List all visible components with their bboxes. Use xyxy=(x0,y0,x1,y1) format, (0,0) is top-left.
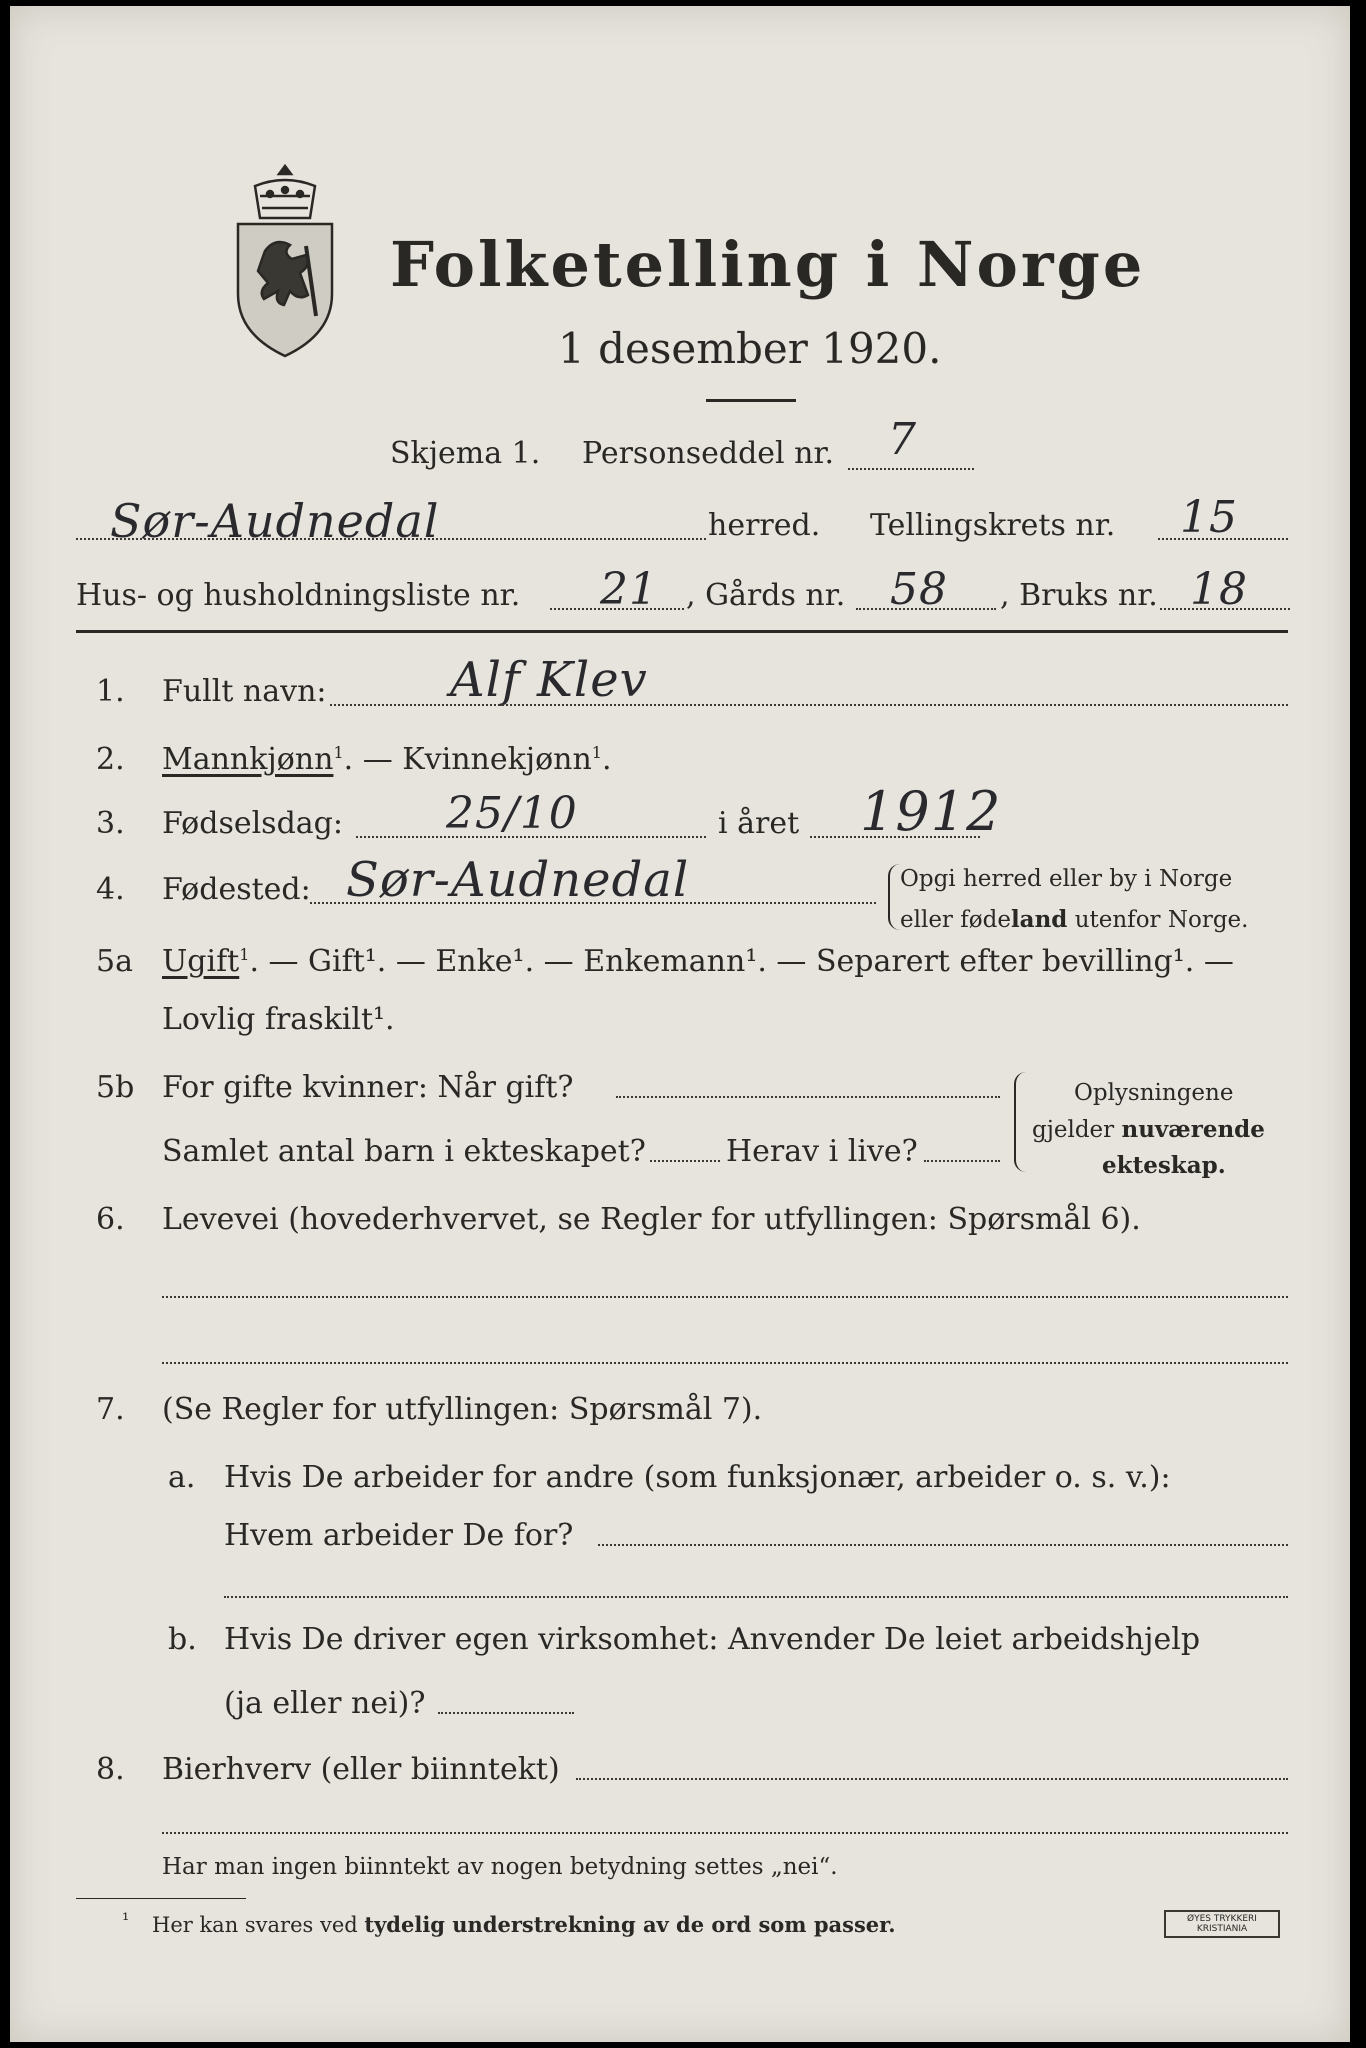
census-form-page xyxy=(10,6,1350,2042)
bruks-value[interactable]: 18 xyxy=(1190,564,1248,615)
q7a-number: a. xyxy=(168,1460,196,1495)
q8-note: Har man ingen biinntekt av nogen betydning settes „nei“. xyxy=(162,1854,838,1880)
q5b-married-line xyxy=(616,1096,1000,1098)
tellingskrets-line xyxy=(1158,538,1288,540)
q8-label: Bierhverv (eller biinntekt) xyxy=(162,1752,560,1787)
q5a-option-ugift[interactable]: Ugift xyxy=(162,944,240,979)
q4-note-line1: Opgi herred eller by i Norge xyxy=(900,866,1233,892)
personseddel-line xyxy=(848,468,974,470)
header-divider xyxy=(706,399,796,402)
q1-number: 1. xyxy=(96,674,125,709)
q4-line xyxy=(310,902,876,904)
q2-option-mannkjonn[interactable]: Mannkjønn xyxy=(162,742,334,777)
q3-line xyxy=(356,836,706,838)
printer-stamp: ØYES TRYKKERI KRISTIANIA xyxy=(1164,1910,1280,1938)
q7b-line[interactable] xyxy=(438,1712,574,1714)
q7b-sub-label: (ja eller nei)? xyxy=(224,1686,426,1721)
q7a-line2[interactable] xyxy=(224,1596,1288,1598)
q2-number: 2. xyxy=(96,742,125,777)
q7-label: (Se Regler for utfyllingen: Spørsmål 7). xyxy=(162,1392,763,1427)
bruks-label: , Bruks nr. xyxy=(1000,578,1158,613)
form-title: Folketelling i Norge xyxy=(390,228,1146,301)
q6-label: Levevei (hovederhvervet, se Regler for utfyllingen: Spørsmål 6). xyxy=(162,1202,1141,1237)
personseddel-label: Personseddel nr. xyxy=(582,436,835,471)
skjema-label: Skjema 1. xyxy=(390,436,541,471)
q5b-note-line2: gjelder nuværende xyxy=(1032,1116,1265,1143)
q2-option-kvinnekjonn[interactable]: Kvinnekjønn xyxy=(402,742,592,777)
q5b-alive-line xyxy=(924,1160,1000,1162)
husliste-value[interactable]: 21 xyxy=(600,564,658,615)
footnote-text: Her kan svares ved tydelig understrekning av de ord som passer. xyxy=(152,1912,896,1937)
gards-line xyxy=(856,608,996,610)
q8-line2[interactable] xyxy=(162,1832,1288,1834)
q5b-children-line xyxy=(650,1160,720,1162)
q5b-label-children: Samlet antal barn i ekteskapet? xyxy=(162,1134,646,1169)
q3-year-label: i året xyxy=(718,806,800,841)
q5a-number: 5a xyxy=(96,944,133,979)
q6-number: 6. xyxy=(96,1202,125,1237)
q3-year-value[interactable]: 1912 xyxy=(860,780,1002,843)
q3-value[interactable]: 25/10 xyxy=(446,788,578,839)
q4-brace xyxy=(888,864,900,930)
q3-year-line xyxy=(810,836,980,838)
gards-value[interactable]: 58 xyxy=(890,564,948,615)
tellingskrets-value[interactable]: 15 xyxy=(1180,492,1238,543)
q5b-note-line1: Oplysningene xyxy=(1074,1080,1234,1106)
husliste-label: Hus- og husholdningsliste nr. xyxy=(76,578,521,613)
q2-options: Mannkjønn$^1$. — Kvinnekjønn$^1$. xyxy=(162,742,612,777)
q5a-options: Ugift$^1$. — Gift¹. — Enke¹. — Enkemann¹. — Separert efter bevilling¹. — xyxy=(162,944,1234,979)
q5b-label-married: For gifte kvinner: Når gift? xyxy=(162,1070,574,1105)
q1-label: Fullt navn: xyxy=(162,674,327,709)
q1-line xyxy=(330,704,1288,706)
q7a-line1[interactable] xyxy=(598,1544,1288,1546)
q3-number: 3. xyxy=(96,806,125,841)
bruks-line xyxy=(1160,608,1290,610)
q7-number: 7. xyxy=(96,1392,125,1427)
q6-line2[interactable] xyxy=(162,1362,1288,1364)
husliste-line xyxy=(550,608,684,610)
footnote-rule xyxy=(76,1898,246,1899)
q4-note-line2: eller fødeland utenfor Norge. xyxy=(900,906,1249,933)
q8-number: 8. xyxy=(96,1752,125,1787)
q5a-line2[interactable]: Lovlig fraskilt¹. xyxy=(162,1002,395,1037)
q8-line1[interactable] xyxy=(576,1778,1288,1780)
herred-label: herred. xyxy=(708,508,821,543)
q7b-number: b. xyxy=(168,1622,197,1657)
tellingskrets-label: Tellingskrets nr. xyxy=(870,508,1116,543)
q7b-label: Hvis De driver egen virksomhet: Anvender De leiet arbeidshjelp xyxy=(224,1622,1201,1657)
q7a-label: Hvis De arbeider for andre (som funksjonær, arbeider o. s. v.): xyxy=(224,1460,1171,1495)
q5b-brace xyxy=(1014,1072,1028,1172)
q5a-other-options[interactable]: . — Gift¹. — Enke¹. — Enkemann¹. — Separert efter bevilling¹. — xyxy=(249,944,1234,979)
q6-line1[interactable] xyxy=(162,1296,1288,1298)
q5b-number: 5b xyxy=(96,1070,135,1105)
q3-label: Fødselsdag: xyxy=(162,806,343,841)
q5b-note-line3: ekteskap. xyxy=(1102,1152,1226,1179)
form-date: 1 desember 1920. xyxy=(558,324,942,373)
q4-number: 4. xyxy=(96,872,125,907)
q4-value[interactable]: Sør-Audnedal xyxy=(346,852,690,908)
q5b-label-alive: Herav i live? xyxy=(726,1134,918,1169)
coat-of-arms-icon xyxy=(220,156,350,366)
gards-label: , Gårds nr. xyxy=(686,578,846,613)
herred-line xyxy=(76,538,706,540)
q4-label: Fødested: xyxy=(162,872,311,907)
herred-value[interactable]: Sør-Audnedal xyxy=(110,494,440,548)
q1-value[interactable]: Alf Klev xyxy=(450,652,648,708)
q7a-sub-label: Hvem arbeider De for? xyxy=(224,1518,574,1553)
footnote-mark: ¹ xyxy=(122,1910,130,1931)
section-divider xyxy=(76,630,1288,633)
personseddel-value[interactable]: 7 xyxy=(888,414,917,465)
